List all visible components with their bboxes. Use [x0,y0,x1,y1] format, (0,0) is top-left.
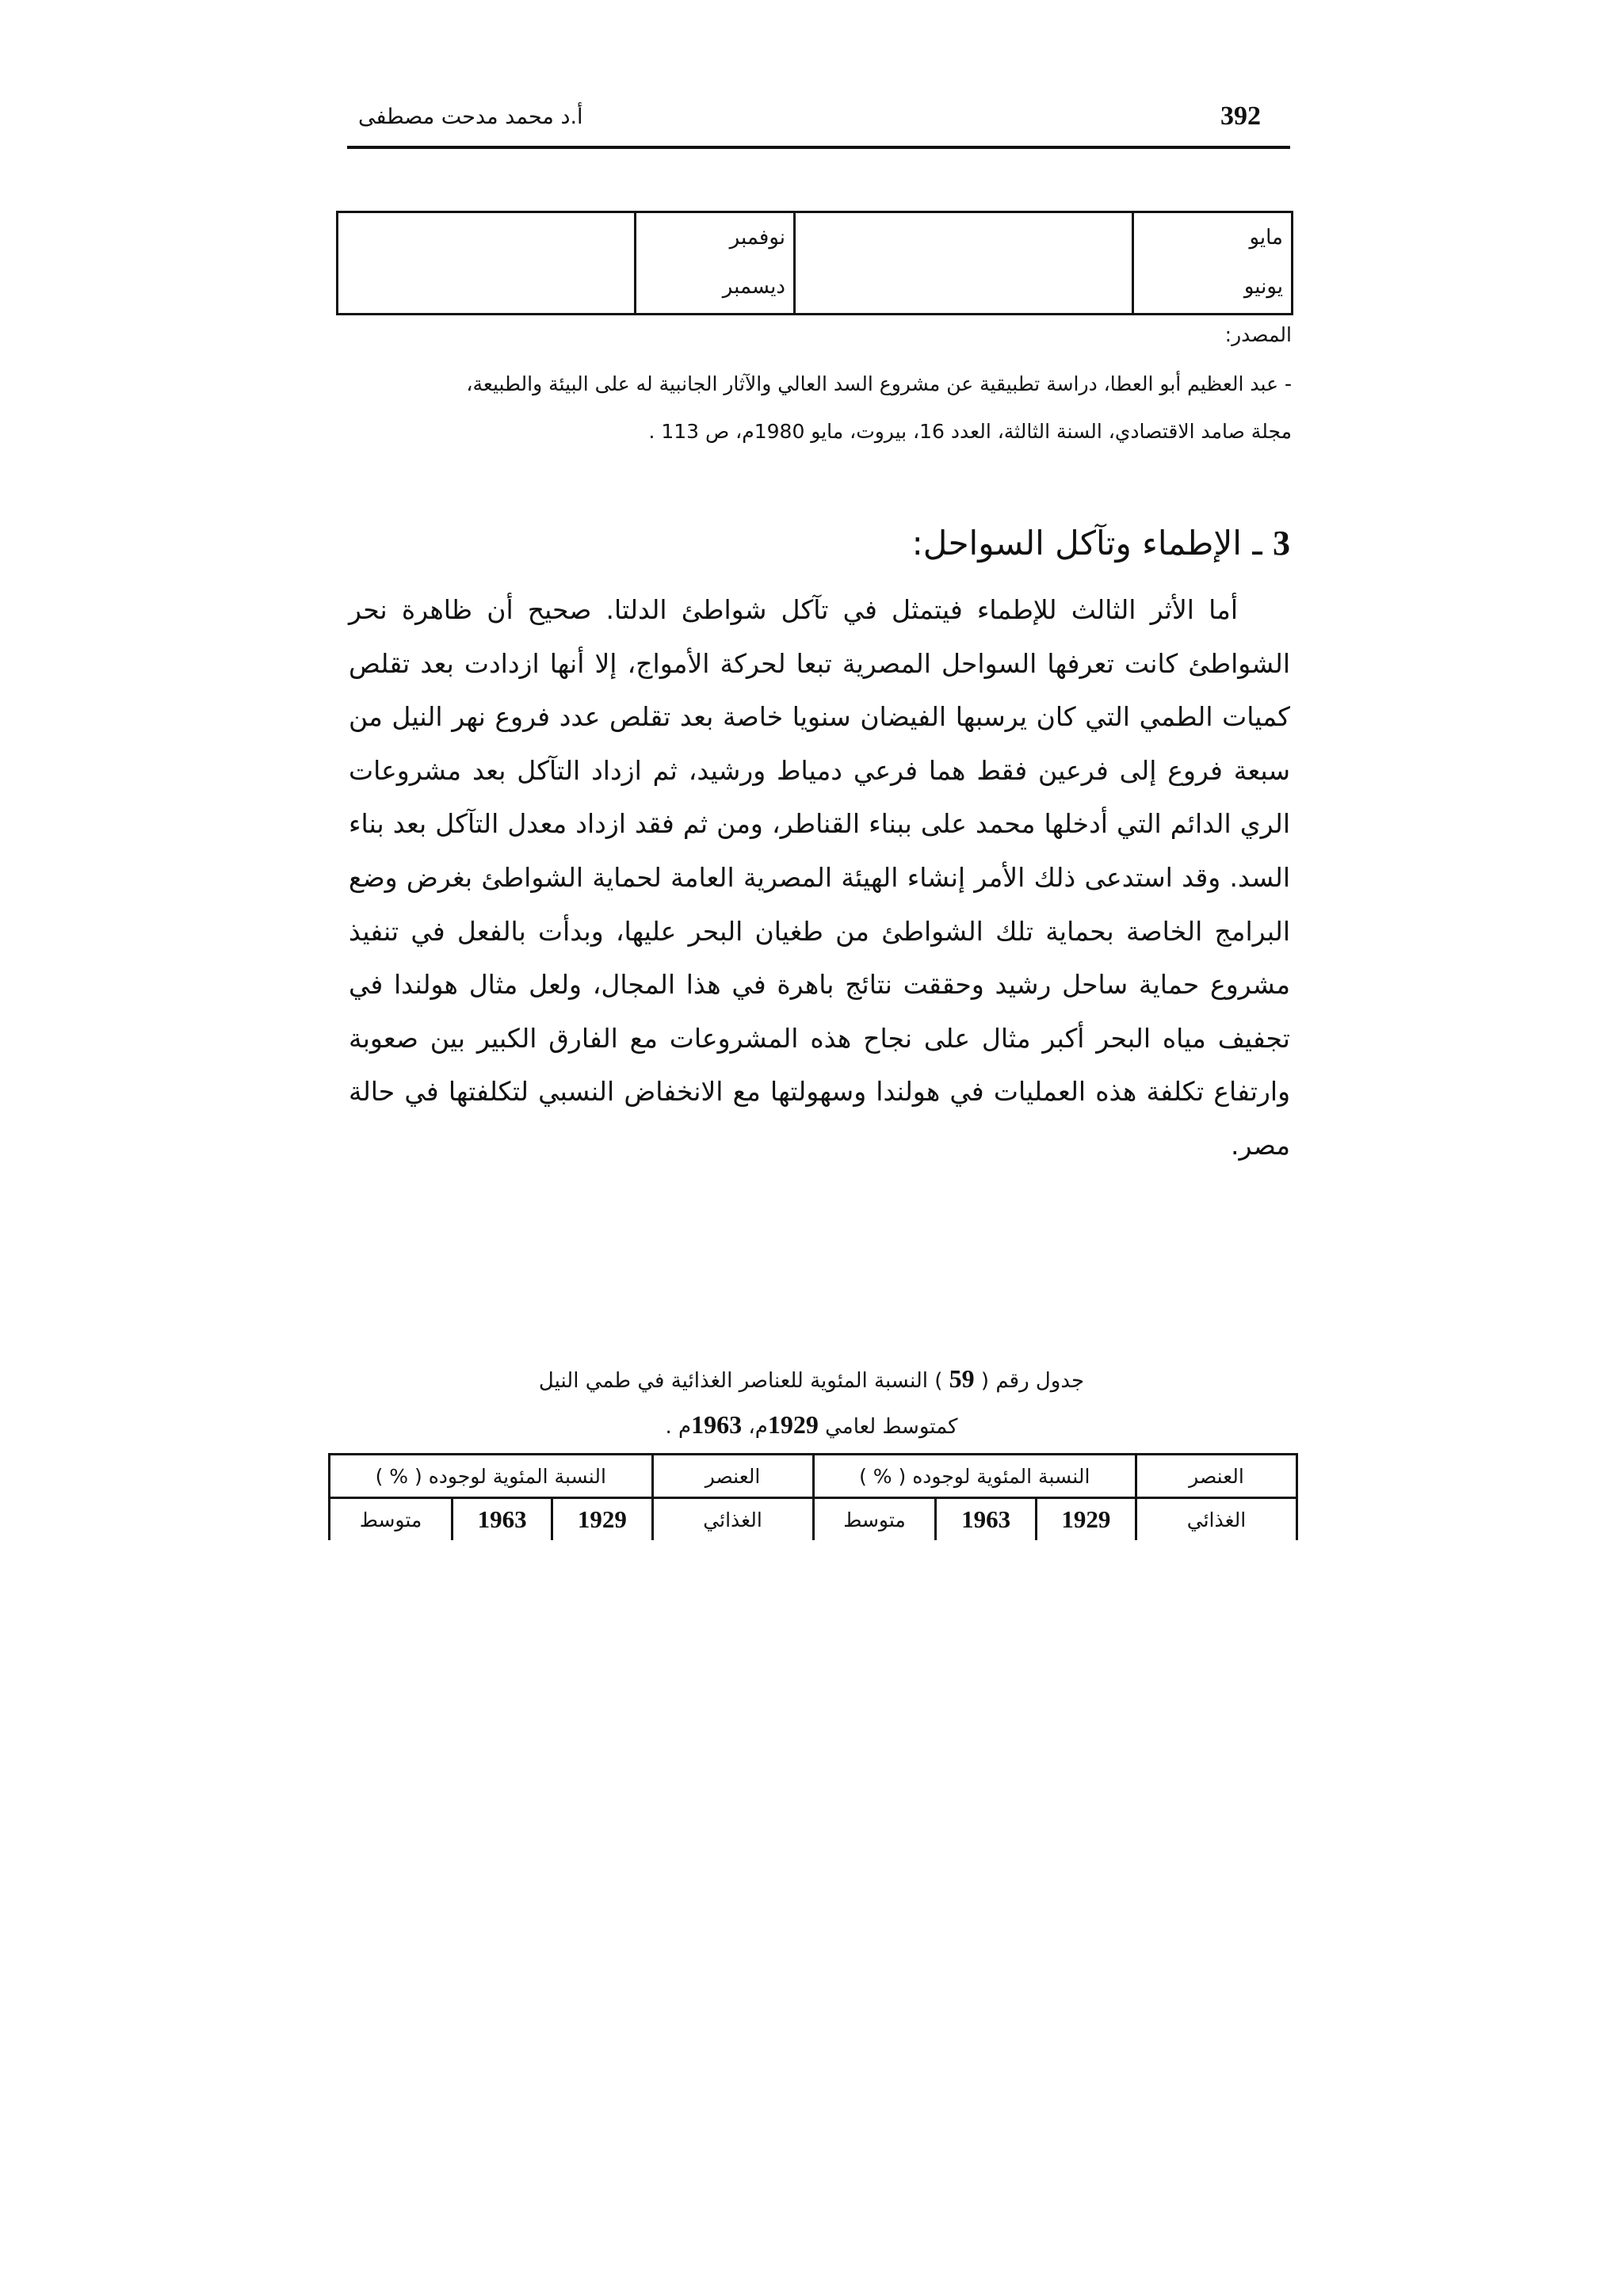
caption-title: ) النسبة المئوية للعناصر الغذائية في طمي النيل [538,1369,943,1393]
caption-years-prefix: كمتوسط لعامي [825,1415,958,1439]
month-november: نوفمبر [729,226,785,250]
section-heading [912,523,1290,563]
element-header: العنصر [1136,1455,1297,1498]
header-rule [347,146,1290,149]
percent-header: النسبة المئوية لوجوده ( % ) [813,1455,1136,1498]
paragraph-text: أما الأثر الثالث للإطماء فيتمثل في تآكل شواطئ الدلتا. صحيح أن ظاهرة نحر الشواطئ كانت تعرفها السواحل المصرية تبعا لحركة الأمواج، إلا أنها ازدادت بعد تقلص كميات الطمي التي كان يرسبها الفيضان سنويا خاصة بعد تقلص عدد فروع نهر النيل من سبعة فروع إلى فرعين فقط هما فرعي دمياط ورشيد، ثم ازداد التآكل بعد مشروعات الري الدائم التي أدخلها محمد على ببناء القناطر، ومن ثم فقد ازداد معدل التآكل بعد بناء السد. وقد استدعى ذلك الأمر إنشاء الهيئة المصرية العامة لحماية الشواطئ بغرض وضع البرامج الخاصة بحماية تلك الشواطئ من طغيان البحر عليها، وبدأت بالفعل في تنفيذ مشروع حماية ساحل رشيد وحققت نتائج باهرة في هذا المجال، ولعل مثال هولندا في تجفيف مياه البحر أكبر مثال على نجاح هذه المشروعات مع الفارق الكبير بين صعوبة وارتفاع تكلفة هذه العمليات في هولندا وسهولتها مع الانخفاض النسبي لتكلفتها في حالة مصر. [349,594,1290,1161]
month-june: يونيو [1243,275,1283,299]
source-citation-line2: مجلة صامد الاقتصادي، السنة الثالثة، العدد 16، بيروت، مايو 1980م، ص 113 . [648,420,1292,443]
table-subheader-row [330,1498,1297,1541]
nutrient-table [328,1453,1298,1540]
col-1929: 1929 [552,1498,652,1541]
col-average: متوسط [330,1498,453,1541]
element-header-2: الغذائي [1136,1498,1297,1541]
month-december: ديسمبر [722,275,785,299]
section-title: ـ الإطماء وتآكل السواحل: [911,524,1262,563]
month-may: مايو [1249,226,1283,250]
caption-year-1929: 1929 [767,1410,819,1439]
source-citation-line1: - عبد العظيم أبو العطا، دراسة تطبيقية عن مشروع السد العالي والآثار الجانبية له على البيئة والطبيعة، [466,372,1292,395]
month-cell-right [1133,212,1293,315]
month-cell-mid [636,212,795,315]
col-average: متوسط [813,1498,936,1541]
section-number: 3 [1273,524,1290,563]
table-caption-line1 [349,1364,1274,1394]
col-1963: 1963 [936,1498,1036,1541]
percent-header: النسبة المئوية لوجوده ( % ) [330,1455,653,1498]
continuation-table [336,211,1293,315]
empty-cell [795,212,1133,315]
author-name: أ.د محمد مدحت مصطفى [358,105,583,129]
col-1929: 1929 [1036,1498,1136,1541]
col-1963: 1963 [453,1498,552,1541]
caption-table-number: 59 [949,1364,975,1393]
table-header-row [330,1455,1297,1498]
caption-years-sep: م، [748,1415,768,1439]
element-header-2: الغذائي [652,1498,813,1541]
table-caption-line2 [349,1410,1274,1440]
caption-years-suffix: م . [665,1415,692,1439]
element-header: العنصر [652,1455,813,1498]
page-number: 392 [1220,101,1261,131]
body-paragraph [349,583,1290,1173]
source-label: المصدر: [1224,323,1292,346]
caption-prefix: جدول رقم ( [980,1369,1085,1393]
caption-year-1963: 1963 [691,1410,743,1439]
empty-cell [338,212,636,315]
